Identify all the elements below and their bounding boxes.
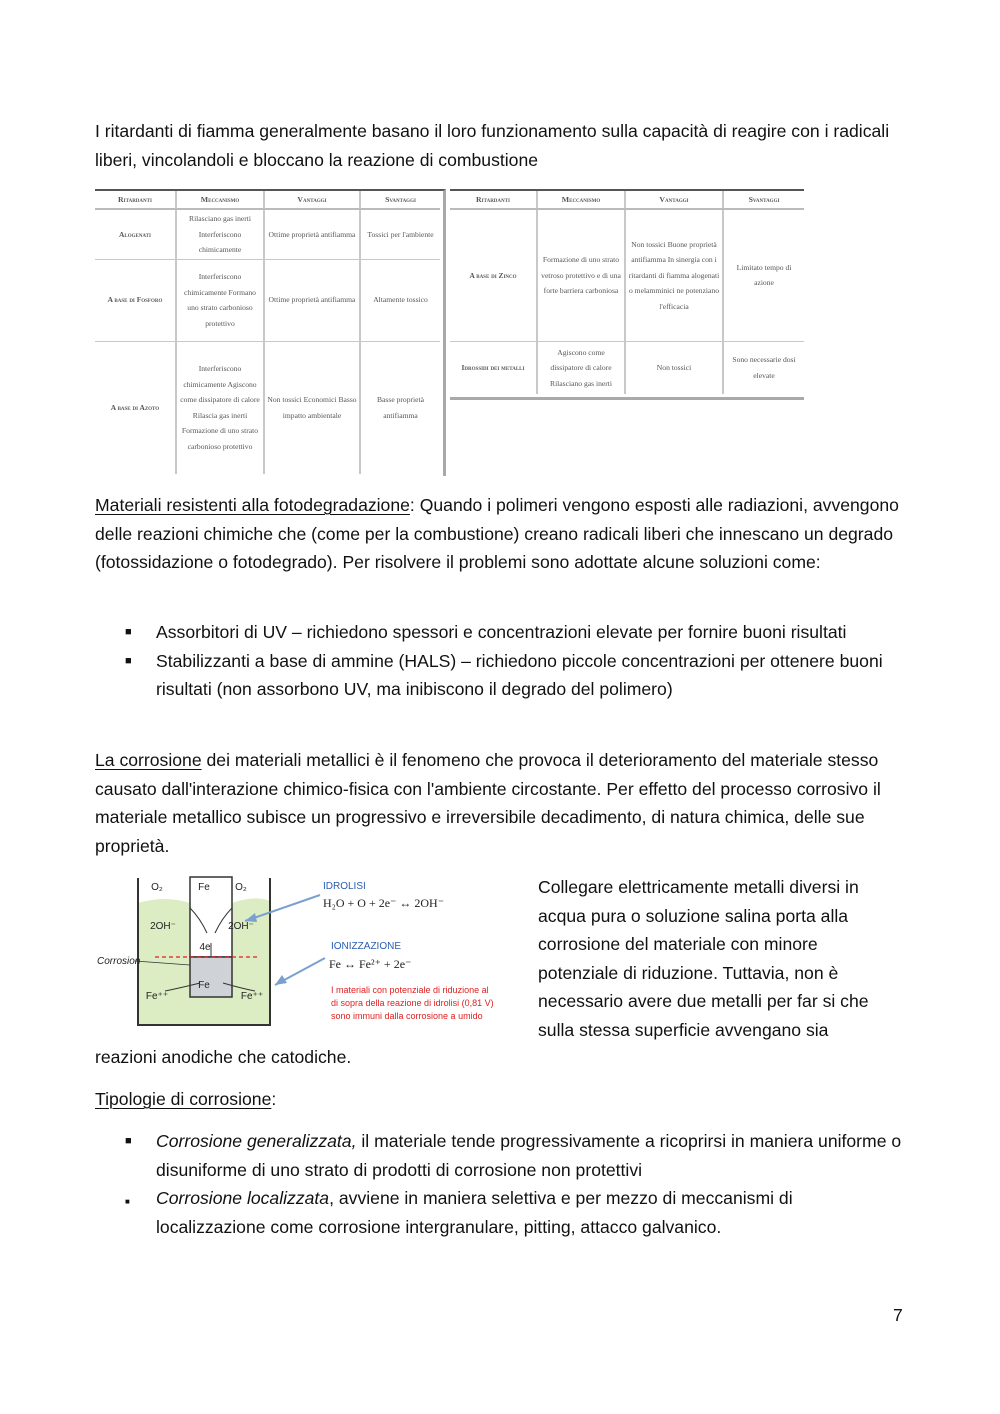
- table-header: Meccanismo: [537, 191, 625, 209]
- fe-bottom-label: Fe: [198, 980, 210, 991]
- bullet-icon: ■: [125, 1135, 132, 1147]
- table-cell: Non tossici Economici Basso impatto ambientale: [264, 341, 360, 474]
- table-header: Ritardanti: [450, 191, 537, 209]
- table-cell: Non tossici: [625, 341, 723, 394]
- idrolisi-equation: H₂O + O + 2e⁻ ↔ 2OH⁻: [323, 896, 445, 910]
- corrosion-text: dei materiali metallici è il fenomeno che provoca il deterioramento del materiale stesso causato dall'interazione chimico-fisica con l'ambiente circostante. Per effetto del processo corrosivo il materiale metallico subisce un progressivo e irreversibile decadimento, di natura chimica, delle sue proprietà.: [95, 750, 881, 856]
- list-item: ■ Corrosione generalizzata, il materiale tende progressivamente a ricoprirsi in maniera uniforme o disuniforme di uno strato di prodotti di corrosione non protettivi: [95, 1127, 905, 1184]
- table-cell: A base di Azoto: [95, 341, 176, 474]
- table-cell: Tossici per l'ambiente: [360, 209, 440, 259]
- table-row: [95, 209, 440, 259]
- iron-rod-lower: [190, 957, 232, 997]
- ionizzazione-title: IONIZZAZIONE: [331, 941, 401, 952]
- table-row: [450, 209, 804, 341]
- ionizzazione-equation: Fe ↔ Fe²⁺ + 2e⁻: [329, 957, 412, 971]
- corrosion-paragraph: [95, 746, 905, 860]
- table-cell: Idrossidi dei metalli: [450, 341, 537, 394]
- photodegradation-term: Materiali resistenti alla fotodegradazione: [95, 495, 410, 515]
- fe-top-label: Fe: [198, 882, 210, 893]
- list-item: ■ Corrosione localizzata, avviene in maniera selettiva e per mezzo di meccanismi di localizzazione come corrosione intergranulare, pitting, attacco galvanico.: [125, 1188, 793, 1237]
- table-row: [95, 259, 440, 341]
- galvanic-paragraph: [538, 873, 908, 1044]
- table-cell: Alogenati: [95, 209, 176, 259]
- bullet-icon: ■: [125, 626, 132, 638]
- text-line: Collegare elettricamente metalli diversi in: [538, 877, 859, 897]
- corrosion-types-list: [95, 1127, 905, 1241]
- table-cell: Formazione di uno strato vetroso protettivo e di una forte barriera carboniosa: [537, 209, 625, 341]
- corrosion-term: La corrosione: [95, 750, 202, 770]
- table-cell: Non tossici Buone proprietà antifiamma In sinergia con i ritardanti di fiamma alogenati o melamminici ne potenziano l'efficacia: [625, 209, 723, 341]
- corrosion-diagram: [95, 873, 527, 1033]
- galvanic-paragraph-end: reazioni anodiche che catodiche.: [95, 1047, 352, 1067]
- list-item: ■ Assorbitori di UV – richiedono spessori e concentrazioni elevate per fornire buoni risultati: [95, 618, 905, 647]
- electrons-label: 4e: [199, 942, 211, 953]
- uv-solutions-list: [95, 618, 905, 704]
- table-header: Ritardanti: [95, 191, 176, 209]
- list-item: ■ Stabilizzanti a base di ammine (HALS) – richiedono piccole concentrazioni per ottenere buoni risultati (non assorbono UV, ma inibiscono il degrado del polimero): [95, 647, 905, 704]
- photodegradation-paragraph: [95, 491, 905, 577]
- page-number: 7: [893, 1305, 903, 1325]
- table-header: Vantaggi: [264, 191, 360, 209]
- table-cell: Ottime proprietà antifiamma: [264, 259, 360, 341]
- bullet-icon: ■: [125, 1197, 130, 1206]
- table-cell: Interferiscono chimicamente Formano uno strato carbonioso protettivo: [176, 259, 264, 341]
- corrosion-types-term: Tipologie di corrosione: [95, 1089, 272, 1109]
- table-cell: Basse proprietà antifiamma: [360, 341, 440, 474]
- text-line: potenziale di riduzione. Tuttavia, non è: [538, 962, 839, 983]
- immunity-note-line: I materiali con potenziale di riduzione al: [331, 985, 489, 995]
- table-cell: Sono necessarie dosi elevate: [723, 341, 804, 394]
- corrosion-label: Corrosion: [97, 956, 141, 967]
- table-row: [95, 341, 440, 474]
- immunity-note-line: di sopra della reazione di idrolisi (0,81 V): [331, 998, 494, 1008]
- fe-ion-right-label: Fe⁺⁺: [240, 991, 264, 1002]
- text-line: sulla stessa superficie avvengano sia: [538, 1019, 829, 1040]
- flame-retardants-table-2: [450, 189, 804, 400]
- fe-ion-left-label: Fe⁺⁺: [145, 991, 169, 1002]
- text-line: corrosione del materiale con minore: [538, 934, 818, 954]
- photodegradation-text: : Quando i polimeri vengono esposti alle radiazioni, avvengono delle reazioni chimiche che (come per la combustione) creano radicali liberi che innescano un degrado (fotossidazione o fotodegrado). Per risolvere il problemi sono adottate alcune soluzioni come:: [95, 495, 899, 572]
- o2-left-label: O₂: [151, 882, 163, 893]
- oh-right-label: 2OH⁻: [228, 921, 254, 932]
- table-row: [450, 341, 804, 394]
- corrosion-types-heading: Tipologie di corrosione:: [95, 1089, 277, 1109]
- intro-paragraph: I ritardanti di fiamma generalmente basano il loro funzionamento sulla capacità di reagire con i radicali liberi, vincolandoli e bloccano la reazione di combustione: [95, 121, 890, 170]
- flame-retardants-table-1: [95, 189, 446, 476]
- table-header: Svantaggi: [360, 191, 440, 209]
- table-cell: Limitato tempo di azione: [723, 209, 804, 341]
- table-cell: Altamente tossico: [360, 259, 440, 341]
- table-header: Svantaggi: [723, 191, 804, 209]
- idrolisi-title: IDROLISI: [323, 881, 366, 892]
- table-cell: Interferiscono chimicamente Agiscono come dissipatore di calore Rilascia gas inerti Formazione di uno strato carbonioso protettivo: [176, 341, 264, 474]
- bullet-icon: ■: [125, 654, 132, 667]
- table-cell: A base di Zinco: [450, 209, 537, 341]
- table-cell: Ottime proprietà antifiamma: [264, 209, 360, 259]
- table-cell: Agiscono come dissipatore di calore Rilasciano gas inerti: [537, 341, 625, 394]
- table-header: Meccanismo: [176, 191, 264, 209]
- text-line: necessario avere due metalli per far si che: [538, 991, 869, 1011]
- o2-right-label: O₂: [235, 882, 247, 893]
- immunity-note-line: sono immuni dalla corrosione a umido: [331, 1011, 483, 1021]
- text-line: acqua pura o soluzione salina porta alla: [538, 905, 849, 926]
- table-header: Vantaggi: [625, 191, 723, 209]
- oh-left-label: 2OH⁻: [150, 921, 176, 932]
- table-cell: A base di Fosforo: [95, 259, 176, 341]
- table-cell: Rilasciano gas inerti Interferiscono chimicamente: [176, 209, 264, 259]
